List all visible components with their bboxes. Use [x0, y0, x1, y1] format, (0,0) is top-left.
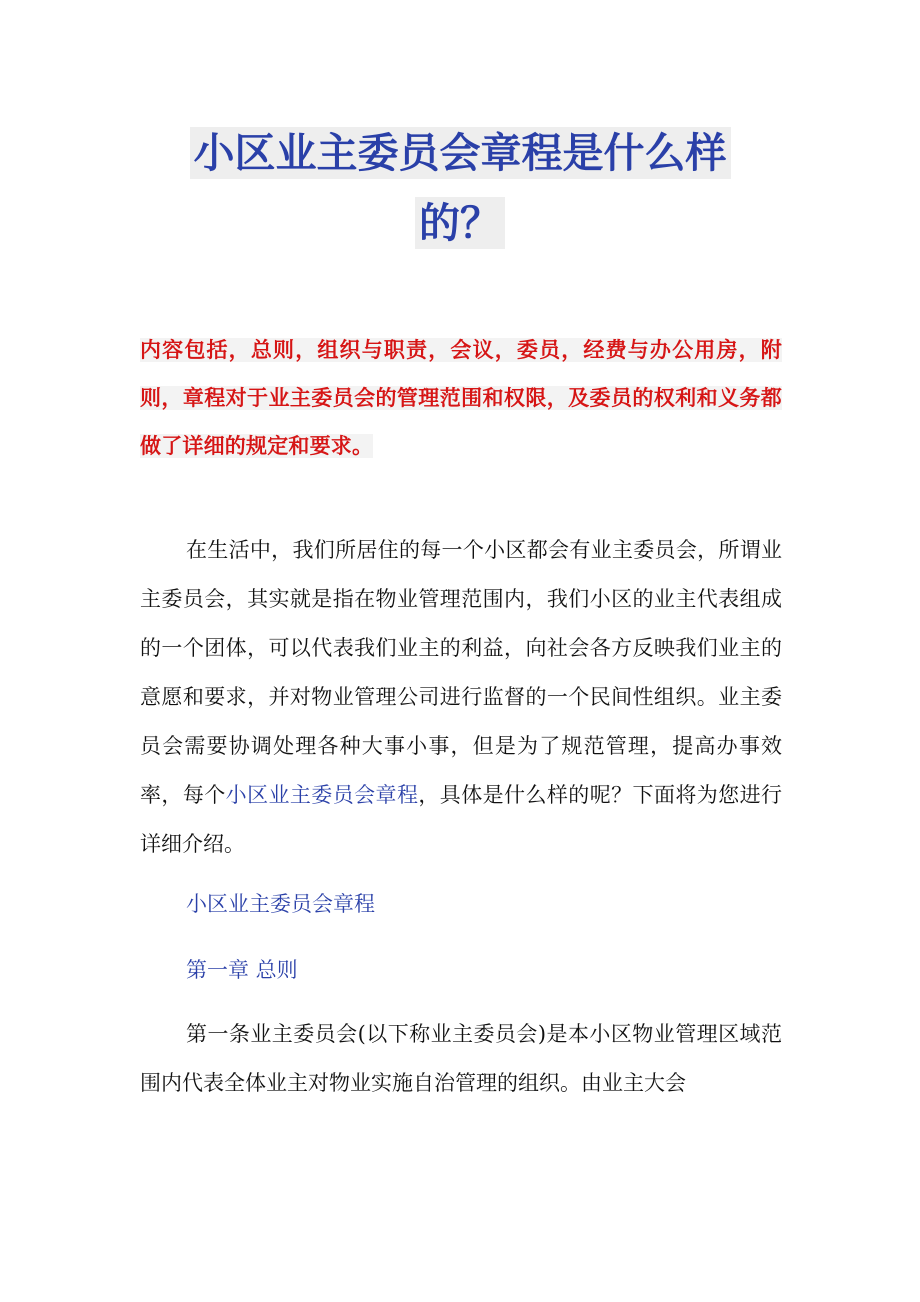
section-heading[interactable]: 小区业主委员会章程 — [186, 892, 375, 916]
charter-link[interactable]: 小区业主委员会章程 — [225, 783, 419, 807]
chapter-heading[interactable]: 第一章 总则 — [186, 958, 298, 982]
page-title — [140, 118, 780, 258]
intro-paragraph — [140, 526, 782, 869]
article-1-paragraph: 第一条业主委员会(以下称业主委员会)是本小区物业管理区域范围内代表全体业主对物业实施自治管理的组织。由业主大会 — [140, 1022, 782, 1095]
intro-text-part-2: ，具体是什么样的呢？下面将为您进行详细介绍。 — [140, 783, 783, 856]
title-line-2: 的？ — [415, 197, 505, 249]
summary-paragraph — [140, 326, 782, 470]
intro-text-part-1: 在生活中，我们所居住的每一个小区都会有业主委员会，所谓业主委员会，其实就是指在物业管理范围内，我们小区的业主代表组成的一个团体，可以代表我们业主的利益，向社会各方反映我们业主的意愿和要求，并对物业管理公司进行监督的一个民间性组织。业主委员会需要协调处理各种大事小事，但是为了规范管理，提高办事效率，每个 — [140, 538, 782, 807]
title-line-1: 小区业主委员会章程是什么样 — [190, 127, 731, 179]
summary-text: 内容包括，总则，组织与职责，会议，委员，经费与办公用房，附则，章程对于业主委员会的管理范围和权限，及委员的权利和义务都做了详细的规定和要求。 — [140, 338, 782, 458]
